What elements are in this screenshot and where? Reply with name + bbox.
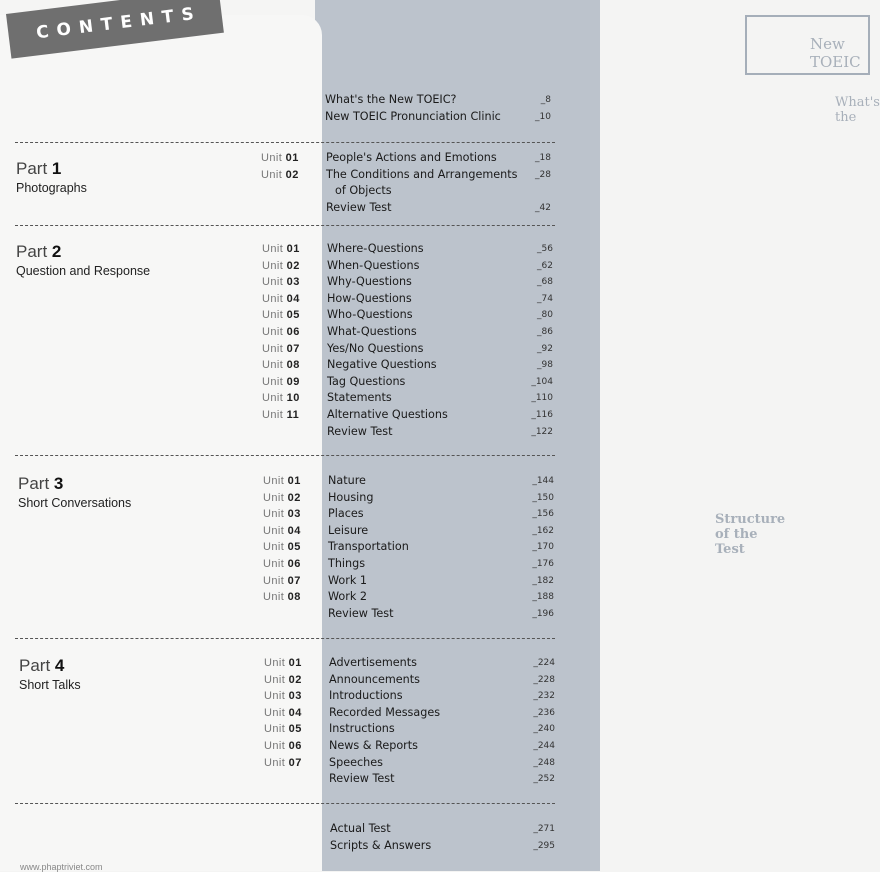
toc-entry-title[interactable]: Work 1 bbox=[328, 573, 368, 587]
part-3-name: Short Conversations bbox=[18, 496, 132, 510]
section-divider bbox=[15, 455, 555, 456]
toc-entry-title[interactable]: Leisure bbox=[328, 523, 369, 537]
toc-entry-title[interactable]: Speeches bbox=[329, 755, 383, 769]
part-2-heading: Part 2 Question and Response bbox=[16, 242, 151, 278]
toc-entry-title[interactable]: New TOEIC Pronunciation Clinic bbox=[325, 109, 501, 123]
closing-titles bbox=[330, 821, 431, 854]
toc-entry-title[interactable]: Announcements bbox=[329, 672, 420, 686]
part-2-units: Unit 01 Unit 02 Unit 03 Unit 04 Unit 05 Unit 06 Unit 07 Unit 08 Unit 09 Unit 10 Unit 11 bbox=[262, 243, 300, 421]
toc-entry-title[interactable]: Actual Test bbox=[330, 822, 391, 835]
intro-titles bbox=[325, 92, 501, 125]
part-2-name: Question and Response bbox=[16, 264, 151, 278]
closing-pages: _271 _295 bbox=[533, 824, 555, 851]
part-3-heading: Part 3 Short Conversations bbox=[18, 474, 132, 510]
toc-entry-title[interactable]: Review Test bbox=[328, 606, 394, 620]
background-text-structure: Structure of the Test bbox=[715, 512, 786, 557]
part-3-units: Unit 01 Unit 02 Unit 03 Unit 04 Unit 05 Unit 06 Unit 07 Unit 08 bbox=[263, 475, 301, 604]
toc-entry-title[interactable]: Recorded Messages bbox=[329, 705, 441, 719]
toc-entry-title[interactable]: Review Test bbox=[326, 200, 392, 214]
toc-entry-title[interactable]: How-Questions bbox=[327, 291, 412, 305]
toc-entry-title[interactable]: News & Reports bbox=[329, 738, 418, 752]
toc-entry-title[interactable]: People's Actions and Emotions bbox=[326, 151, 497, 164]
part-1-titles bbox=[326, 150, 517, 216]
toc-entry-page: _8 bbox=[540, 95, 551, 105]
part-4-units: Unit 01 Unit 02 Unit 03 Unit 04 Unit 05 Unit 06 Unit 07 bbox=[264, 657, 302, 769]
part-1-name: Photographs bbox=[16, 181, 87, 195]
toc-entry-title[interactable]: Things bbox=[328, 556, 366, 570]
footer-url: www.phaptriviet.com bbox=[20, 862, 103, 872]
toc-entry-title[interactable]: Introductions bbox=[329, 689, 403, 703]
part-2-titles bbox=[327, 241, 448, 440]
toc-entry-title[interactable]: Work 2 bbox=[328, 590, 368, 604]
intro-pages bbox=[515, 92, 551, 125]
toc-entry-title[interactable]: Where-Questions bbox=[327, 242, 424, 255]
part-1-units: Unit 01 Unit 02 bbox=[261, 152, 299, 181]
part-3-titles bbox=[328, 473, 409, 622]
section-divider bbox=[15, 225, 555, 226]
toc-entry-title[interactable]: Transportation bbox=[328, 540, 409, 554]
section-divider bbox=[15, 142, 555, 143]
toc-entry-title[interactable]: When-Questions bbox=[327, 258, 420, 272]
toc-entry-title[interactable]: Alternative Questions bbox=[327, 407, 448, 421]
toc-entry-title[interactable]: Yes/No Questions bbox=[327, 341, 424, 355]
section-divider bbox=[15, 803, 555, 804]
toc-entry-title[interactable]: Statements bbox=[327, 391, 392, 405]
toc-entry-title[interactable]: Tag Questions bbox=[327, 374, 406, 388]
toc-entry-title[interactable]: Advertisements bbox=[329, 656, 417, 669]
toc-entry-title[interactable]: Review Test bbox=[329, 772, 395, 786]
toc-entry-title[interactable]: Negative Questions bbox=[327, 358, 437, 372]
toc-entry-title[interactable]: What's the New TOEIC? bbox=[325, 93, 457, 106]
part-1-heading: Part 1 Photographs bbox=[16, 159, 87, 195]
toc-entry-title[interactable]: Who-Questions bbox=[327, 308, 413, 322]
part-3-pages: _144 _150 _156 _162 _170 _176 _182 _188 _196 bbox=[532, 476, 554, 619]
contents-heading: CONTENTS bbox=[35, 2, 203, 43]
toc-entry-title[interactable]: Review Test bbox=[327, 424, 393, 438]
background-text-whats: What's the bbox=[835, 95, 880, 125]
toc-entry-title[interactable]: What-Questions bbox=[327, 324, 417, 338]
toc-entry-title[interactable]: Scripts & Answers bbox=[330, 838, 432, 852]
toc-entry-title[interactable]: Why-Questions bbox=[327, 275, 412, 289]
background-text-new-toeic: New TOEIC bbox=[810, 35, 861, 71]
toc-entry-title[interactable]: The Conditions and Arrangements bbox=[326, 167, 518, 181]
toc-entry-title[interactable]: Places bbox=[328, 507, 364, 521]
toc-entry-title[interactable]: Nature bbox=[328, 474, 366, 487]
toc-entry-title[interactable]: Housing bbox=[328, 490, 374, 504]
toc-entry-title-continued[interactable]: of Objects bbox=[335, 184, 392, 198]
section-divider bbox=[15, 638, 555, 639]
toc-entry-page: _10 bbox=[535, 111, 551, 122]
part-4-name: Short Talks bbox=[19, 678, 81, 692]
part-4-titles bbox=[329, 655, 440, 788]
part-4-pages: _224 _228 _232 _236 _240 _244 _248 _252 bbox=[533, 658, 555, 785]
part-1-pages: _18 _28 _42 bbox=[535, 153, 551, 213]
part-4-heading: Part 4 Short Talks bbox=[19, 656, 81, 692]
toc-entry-title[interactable]: Instructions bbox=[329, 722, 395, 736]
part-2-pages: _56 _62 _68 _74 _80 _86 _92 _98 _104 _110 _116 _122 bbox=[531, 244, 553, 437]
